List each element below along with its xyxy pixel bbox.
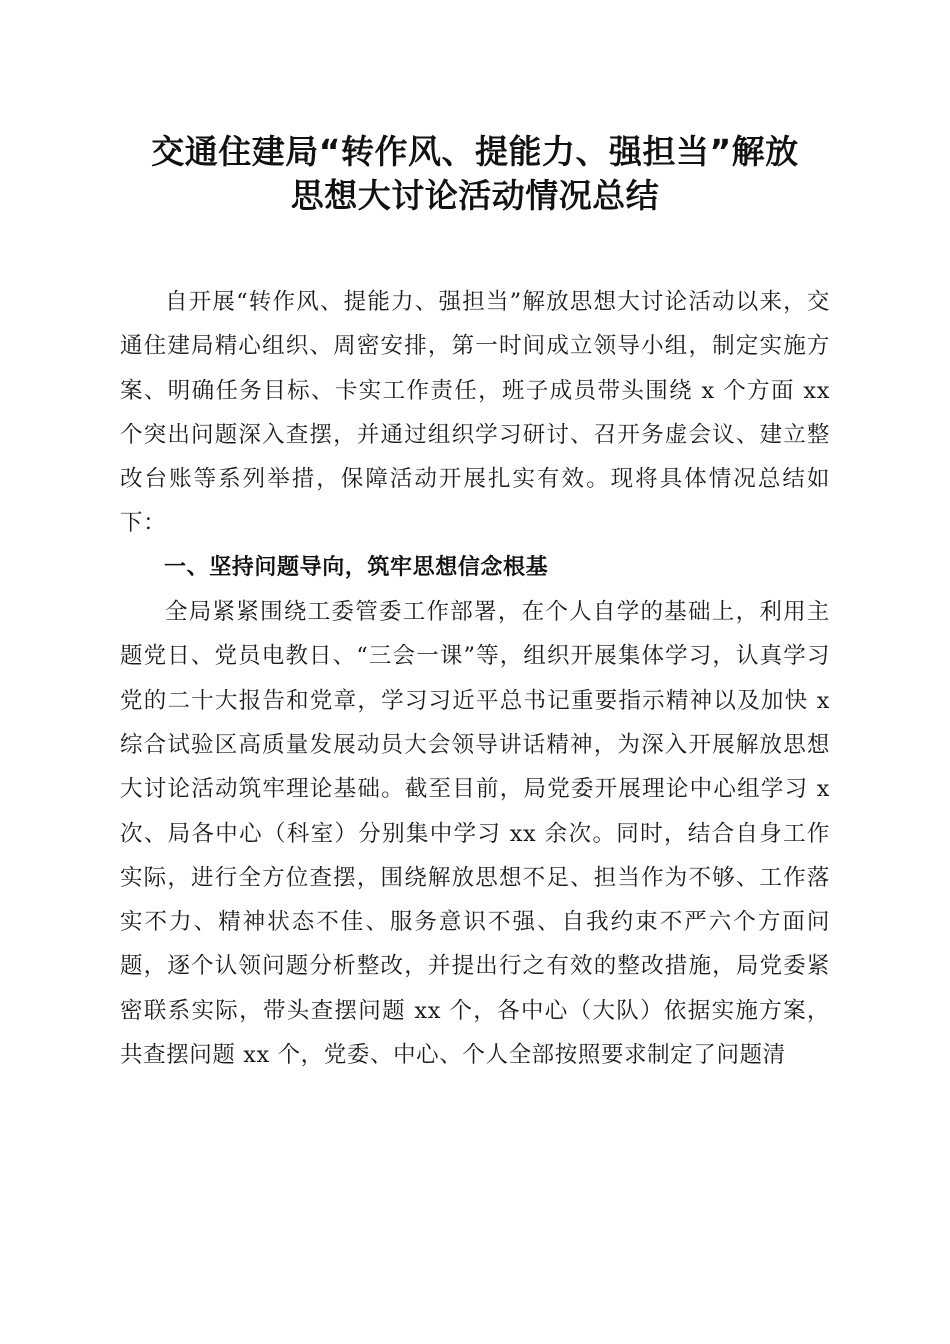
document-body [120, 280, 830, 1077]
title-line-1: 交通住建局“转作风、提能力、强担当”解放 [151, 132, 799, 171]
title-line-2: 思想大讨论活动情况总结 [290, 176, 660, 215]
section-heading-1: 一、坚持问题导向，筑牢思想信念根基 [164, 554, 549, 580]
document-page [120, 130, 830, 1077]
section-1-paragraph: 全局紧紧围绕工委管委工作部署，在个人自学的基础上，利用主题党日、党员电教日、“三会一课”等，组织开展集体学习，认真学习党的二十大报告和党章，学习习近平总书记重要指示精神以及加快 x 综合试验区高质量发展动员大会领导讲话精神，为深入开展解放思想大讨论活动筑牢理论基础。截至目前，局党委开展理论中心组学习 x 次、局各中心（科室）分别集中学习 xx 余次。同时，结合自身工作实际，进行全方位查摆，围绕解放思想不足、担当作为不够、工作落实不力、精神状态不佳、服务意识不强、自我约束不严六个方面问题，逐个认领问题分析整改，并提出行之有效的整改措施，局党委紧密联系实际，带头查摆问题 xx 个，各中心（大队）依据实施方案，共查摆问题 xx 个，党委、中心、个人全部按照要求制定了问题清 [120, 599, 830, 1069]
document-title [120, 130, 830, 218]
intro-paragraph: 自开展“转作风、提能力、强担当”解放思想大讨论活动以来，交通住建局精心组织、周密安排，第一时间成立领导小组，制定实施方案、明确任务目标、卡实工作责任，班子成员带头围绕 x 个方面 xx 个突出问题深入查摆，并通过组织学习研讨、召开务虚会议、建立整改台账等系列举措，保障活动开展扎实有效。现将具体情况总结如下： [120, 289, 830, 537]
